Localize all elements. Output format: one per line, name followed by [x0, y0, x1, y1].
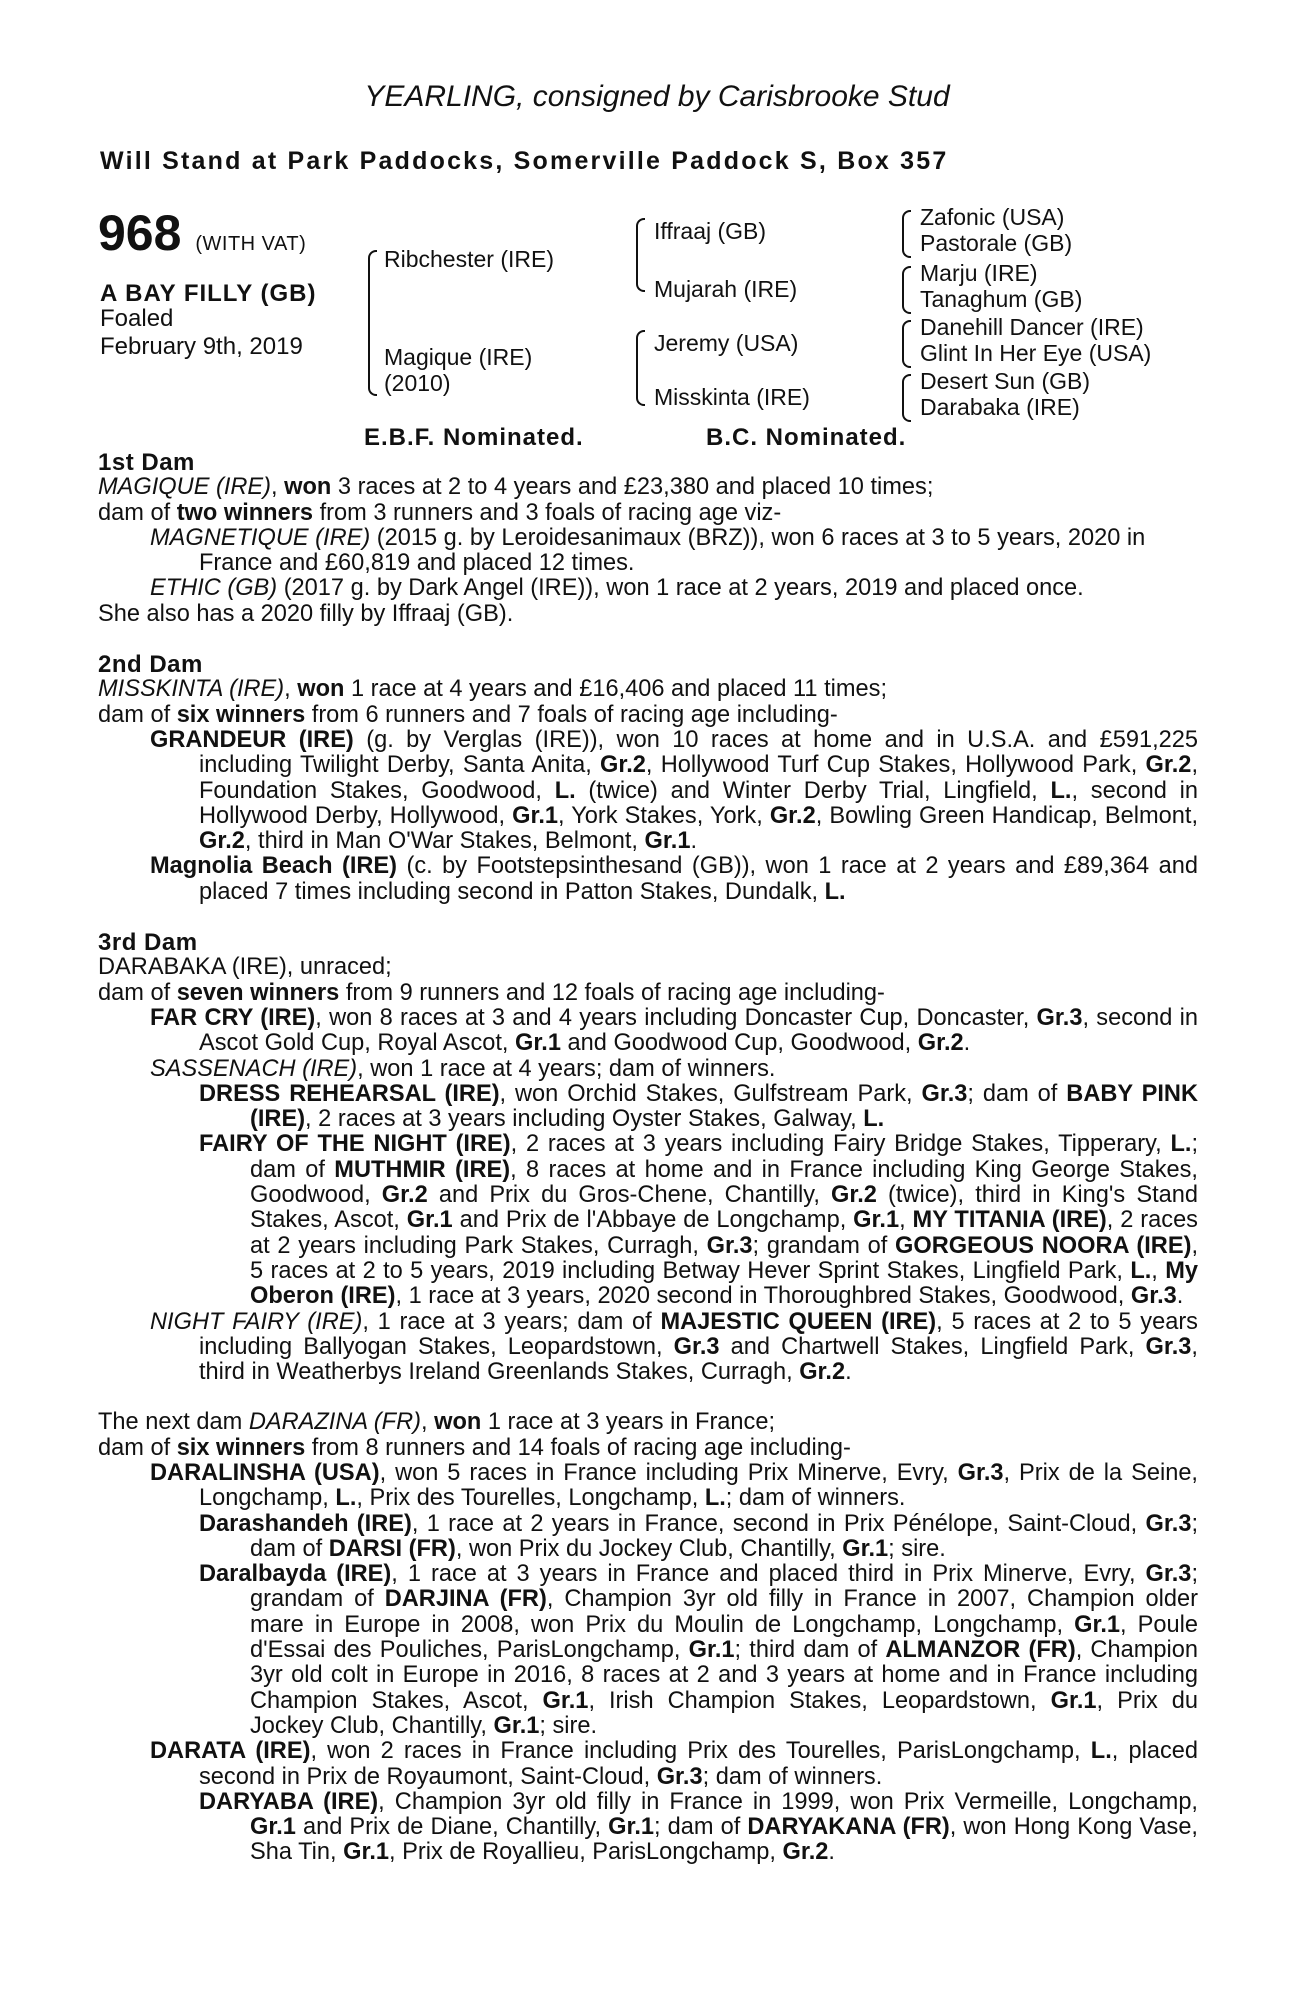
- horse-name: DRESS REHEARSAL (IRE): [199, 1080, 500, 1107]
- text: , won Hong Kong Vase, Sha Tin,: [250, 1814, 1198, 1866]
- produce-entry-magnolia-beach: [98, 854, 1198, 905]
- first-dam-heading: 1st Dam: [98, 449, 195, 476]
- grade: Gr.1: [512, 802, 559, 829]
- text: , Prix du Jockey Club, Chantilly,: [250, 1687, 1198, 1739]
- grade: Gr.3: [1036, 1004, 1083, 1031]
- grade: L.: [863, 1106, 885, 1133]
- text: , second in Ascot Gold Cup, Royal Ascot,: [199, 1004, 1198, 1057]
- grandsire-2: Marju (IRE): [920, 260, 1038, 286]
- horse-name: DARALINSHA (USA): [150, 1459, 380, 1486]
- grade: Gr.3: [921, 1080, 968, 1107]
- text: .: [828, 1839, 835, 1866]
- bracket-2: [902, 266, 911, 314]
- text: ,: [271, 474, 285, 501]
- text: , 1 race at 3 years, 2020 second in Thoroughbred Stakes, Goodwood,: [395, 1283, 1131, 1310]
- text: , Irish Champion Stakes, Leopardstown,: [588, 1687, 1051, 1714]
- text: , won Orchid Stakes, Gulfstream Park,: [499, 1080, 922, 1107]
- winner-count: seven winners: [176, 979, 340, 1006]
- first-dam-line: [98, 475, 1198, 500]
- text: and Prix de Diane, Chantilly,: [295, 1814, 609, 1841]
- produce-entry-darata: [98, 1739, 1198, 1790]
- third-dam-line: DARABAKA (IRE), unraced;: [98, 954, 392, 981]
- text: , 1 race at 3 years in France and placed third in Prix Minerve, Evry,: [391, 1561, 1146, 1588]
- text: .: [845, 1359, 852, 1386]
- horse-name: GORGEOUS NOORA (IRE): [895, 1232, 1192, 1259]
- grade: Gr.2: [831, 1182, 877, 1209]
- text: , 2 races at 2 years including Park Stakes, Curragh,: [250, 1207, 1198, 1259]
- sire-line-bracket: [636, 218, 645, 292]
- horse-name: FAIRY OF THE NIGHT (IRE): [199, 1131, 511, 1158]
- horse-name: Daralbayda (IRE): [199, 1561, 392, 1588]
- text: ; dam of: [967, 1080, 1067, 1107]
- grade: Gr.3: [1145, 1561, 1192, 1588]
- grade: L.: [335, 1485, 357, 1512]
- winner-count: two winners: [176, 499, 314, 526]
- next-dam-line: [98, 1410, 1198, 1435]
- text: dam of: [98, 499, 177, 526]
- text: , Champion 3yr old filly in France in 1999, won Prix Vermeille, Longchamp,: [378, 1788, 1198, 1815]
- text: ,: [420, 1409, 435, 1436]
- produce-entry-fairy-of-the-night: [98, 1132, 1198, 1309]
- grade: Gr.3: [673, 1333, 720, 1360]
- horse-name: DARYABA (IRE): [199, 1788, 379, 1815]
- text: , won 5 races in France including Prix Minerve, Evry,: [379, 1459, 958, 1486]
- grade: Gr.3: [706, 1232, 753, 1259]
- grade: L.: [554, 777, 576, 804]
- won-label: won: [284, 474, 332, 501]
- text: , won 2 races in France including Prix des Tourelles, ParisLongchamp,: [310, 1738, 1091, 1765]
- bracket-3: [902, 320, 911, 368]
- winner-count: six winners: [176, 1434, 306, 1461]
- grade: Gr.3: [1145, 1510, 1192, 1537]
- third-dam-produce-summary: [98, 981, 1198, 1006]
- text: , won Prix du Jockey Club, Chantilly,: [455, 1535, 843, 1562]
- horse-name: SASSENACH (IRE): [150, 1055, 358, 1082]
- grade: Gr.1: [842, 1535, 889, 1562]
- produce-entry-sassenach: [98, 1057, 1198, 1082]
- text: dam of: [98, 979, 177, 1006]
- horse-name: Magnolia Beach (IRE): [150, 853, 398, 880]
- horse-name: My Oberon (IRE): [250, 1257, 1198, 1310]
- dam-sire: Jeremy (USA): [654, 330, 799, 356]
- text: ; dam of: [250, 1510, 1199, 1562]
- text: ; dam of winners.: [725, 1485, 906, 1512]
- first-dam-name: MAGIQUE (IRE): [98, 474, 272, 501]
- text: from 9 runners and 12 foals of racing age including-: [339, 979, 885, 1006]
- horse-name: MUTHMIR (IRE): [334, 1156, 511, 1183]
- text: , Bowling Green Handicap, Belmont,: [815, 802, 1199, 829]
- grade: Gr.2: [199, 828, 245, 855]
- ebf-nominated: E.B.F. Nominated.: [364, 424, 584, 451]
- grandsire-3: Danehill Dancer (IRE): [920, 314, 1144, 340]
- won-label: won: [434, 1409, 482, 1436]
- produce-entry-ethic: [98, 576, 1198, 601]
- catalogue-body: [98, 450, 1198, 1866]
- grade: Gr.1: [608, 1814, 655, 1841]
- grade: Gr.3: [957, 1459, 1004, 1486]
- text: ,: [1151, 1257, 1166, 1284]
- produce-entry-daralbayda: [98, 1562, 1198, 1739]
- text: , Prix de la Seine, Longchamp,: [199, 1459, 1198, 1512]
- text: , 2 races at 3 years including Oyster Stakes, Galway,: [305, 1106, 864, 1133]
- text: , 8 races at home and in France including King George Stakes, Goodwood,: [250, 1156, 1198, 1209]
- text: , Prix de Royallieu, ParisLongchamp,: [389, 1839, 783, 1866]
- text: from 3 runners and 3 foals of racing age viz-: [313, 499, 782, 526]
- grade: Gr.1: [250, 1814, 296, 1841]
- text: , 1 race at 2 years in France, second in Prix Pénélope, Saint-Cloud,: [411, 1510, 1146, 1537]
- first-dam-section: [98, 450, 1198, 627]
- second-dam-line: [98, 677, 1198, 702]
- produce-entry-grandeur: [98, 728, 1198, 854]
- vat-note: (WITH VAT): [195, 233, 307, 255]
- produce-entry-daralinsha: [98, 1461, 1198, 1512]
- grade: Gr.2: [799, 1359, 846, 1386]
- text: and Chartwell Stakes, Lingfield Park,: [719, 1333, 1146, 1360]
- grade: L.: [1050, 777, 1072, 804]
- second-dam-section: [98, 652, 1198, 905]
- text: ; dam of: [654, 1814, 748, 1841]
- granddam-1: Pastorale (GB): [920, 230, 1073, 256]
- third-dam-heading: 3rd Dam: [98, 929, 198, 957]
- third-dam-section: [98, 930, 1198, 1385]
- next-dam-name: DARAZINA (FR): [248, 1409, 421, 1436]
- text: ; sire.: [888, 1535, 946, 1562]
- produce-entry-night-fairy: [98, 1310, 1198, 1386]
- grade: Gr.3: [1145, 1333, 1192, 1360]
- text: , 2 races at 3 years including Fairy Bridge Stakes, Tipperary,: [510, 1131, 1171, 1158]
- horse-name: DARJINA (FR): [384, 1586, 547, 1613]
- text: 1 race at 4 years and £16,406 and placed 11 times;: [344, 676, 888, 703]
- grade: Gr.1: [1074, 1611, 1121, 1638]
- text: The next dam: [98, 1409, 249, 1436]
- sire-sire: Iffraaj (GB): [654, 218, 767, 244]
- granddam-4: Darabaka (IRE): [920, 394, 1080, 420]
- grade: L.: [1170, 1131, 1192, 1158]
- text: , won 8 races at 3 and 4 years including Doncaster Cup, Doncaster,: [315, 1004, 1037, 1031]
- horse-description: A BAY FILLY (GB): [100, 280, 317, 307]
- text: (2017 g. by Dark Angel (IRE)), won 1 race at 2 years, 2019 and placed once.: [277, 575, 1084, 602]
- bracket-4: [902, 374, 911, 422]
- text: from 8 runners and 14 foals of racing age including-: [305, 1434, 851, 1461]
- text: , won 1 race at 4 years; dam of winners.: [357, 1055, 776, 1082]
- produce-entry-dress-rehearsal: [98, 1082, 1198, 1133]
- grade: Gr.2: [381, 1182, 428, 1209]
- grade: L.: [824, 878, 846, 905]
- text: ; sire.: [539, 1712, 598, 1739]
- grade: Gr.2: [769, 802, 816, 829]
- next-dam-produce-summary: [98, 1436, 1198, 1461]
- horse-name: GRANDEUR (IRE): [150, 726, 354, 753]
- text: (g. by Verglas (IRE)), won 10 races at home and in U.S.A. and £591,225 including Twilight Derby, Santa Anita,: [199, 726, 1198, 779]
- granddam-2: Tanaghum (GB): [920, 286, 1083, 312]
- horse-name: MAJESTIC QUEEN (IRE): [660, 1308, 937, 1335]
- second-dam-heading: 2nd Dam: [98, 651, 203, 679]
- horse-name: MY TITANIA (IRE): [912, 1207, 1107, 1234]
- grade: L.: [1130, 1257, 1152, 1284]
- text: , Hollywood Turf Cup Stakes, Hollywood Park,: [645, 752, 1146, 779]
- horse-name: DARATA (IRE): [150, 1738, 311, 1765]
- foaled-label: Foaled: [100, 305, 174, 332]
- horse-name: BABY PINK (IRE): [250, 1080, 1198, 1133]
- text: 3 races at 2 to 4 years and £23,380 and placed 10 times;: [331, 474, 934, 501]
- grade: L.: [704, 1485, 726, 1512]
- grade: Gr.1: [493, 1712, 540, 1739]
- horse-name: ALMANZOR (FR): [885, 1637, 1076, 1664]
- text: , 5 races at 2 to 5 years including Ballyogan Stakes, Leopardstown,: [199, 1308, 1198, 1360]
- grade: Gr.1: [644, 828, 691, 855]
- next-dam-section: [98, 1410, 1198, 1865]
- text: dam of: [98, 701, 177, 728]
- text: and Goodwood Cup, Goodwood,: [560, 1030, 918, 1057]
- grade: Gr.3: [656, 1763, 703, 1790]
- text: , 1 race at 3 years; dam of: [362, 1308, 661, 1335]
- text: .: [690, 828, 698, 855]
- horse-name: DARYAKANA (FR): [747, 1814, 950, 1841]
- second-dam-produce-summary: [98, 703, 1198, 728]
- grade: Gr.1: [853, 1207, 900, 1234]
- grandsire-4: Desert Sun (GB): [920, 368, 1090, 394]
- horse-name: ETHIC (GB): [150, 575, 278, 602]
- grandsire-1: Zafonic (USA): [920, 204, 1065, 230]
- text: .: [963, 1030, 971, 1057]
- dam: Magique (IRE): [384, 344, 533, 370]
- text: (2015 g. by Leroidesanimaux (BRZ)), won 6 races at 3 to 5 years, 2020 in France and £60,819 and placed 12 times.: [199, 524, 1146, 577]
- bc-nominated: B.C. Nominated.: [706, 424, 907, 451]
- lot-number-value: 968: [98, 205, 182, 261]
- dam-dam: Misskinta (IRE): [654, 384, 810, 410]
- text: , Champion 3yr old filly in France in 2007, Champion older mare in Europe in 2008, won Prix du Moulin de Longchamp, Longchamp,: [250, 1586, 1198, 1638]
- bracket-1: [902, 210, 911, 258]
- grade: Gr.1: [343, 1839, 390, 1866]
- text: , second in Hollywood Derby, Hollywood,: [199, 777, 1198, 829]
- text: , placed second in Prix de Royaumont, Saint-Cloud,: [199, 1738, 1199, 1790]
- lot-number: [98, 205, 307, 269]
- produce-entry-far-cry: [98, 1006, 1198, 1057]
- text: ; third dam of: [734, 1637, 886, 1664]
- text: ; grandam of: [250, 1561, 1198, 1613]
- text: , York Stakes, York,: [558, 802, 770, 829]
- text: , Champion 3yr old colt in Europe in 2016, 8 races at 2 and 3 years at home and in France including Champion Stakes, Ascot,: [250, 1637, 1198, 1714]
- text: , third in Weatherbys Ireland Greenlands Stakes, Curragh,: [199, 1333, 1198, 1386]
- sire: Ribchester (IRE): [384, 246, 554, 272]
- granddam-3: Glint In Her Eye (USA): [920, 340, 1152, 366]
- text: , Poule d'Essai des Pouliches, ParisLongchamp,: [250, 1611, 1198, 1664]
- text: , third in Man O'War Stakes, Belmont,: [244, 828, 645, 855]
- grade: Gr.2: [600, 752, 646, 779]
- text: .: [1176, 1283, 1184, 1310]
- text: , Foundation Stakes, Goodwood,: [199, 752, 1198, 804]
- text: ,: [284, 676, 298, 703]
- horse-name: DARSI (FR): [328, 1535, 456, 1562]
- grade: Gr.1: [406, 1207, 453, 1234]
- text: ; grandam of: [752, 1232, 896, 1259]
- horse-name: NIGHT FAIRY (IRE): [150, 1308, 363, 1335]
- second-dam-name: MISSKINTA (IRE): [98, 676, 285, 703]
- text: and Prix de l'Abbaye de Longchamp,: [452, 1207, 854, 1234]
- text: , 5 races at 2 to 5 years, 2019 including Betway Hever Sprint Stakes, Lingfield Park,: [250, 1232, 1198, 1284]
- text: , Prix des Tourelles, Longchamp,: [356, 1485, 705, 1512]
- stand-location: Will Stand at Park Paddocks, Somerville Paddock S, Box 357: [100, 147, 949, 175]
- winner-count: six winners: [176, 701, 306, 728]
- grade: Gr.2: [782, 1839, 829, 1866]
- text: from 6 runners and 7 foals of racing age including-: [305, 701, 838, 728]
- grade: Gr.1: [515, 1030, 561, 1057]
- catalogue-heading: YEARLING, consigned by Carisbrooke Stud: [364, 80, 950, 113]
- sire-dam: Mujarah (IRE): [654, 276, 798, 302]
- produce-entry-darashandeh: [98, 1512, 1198, 1563]
- grade: Gr.1: [688, 1637, 735, 1664]
- horse-name: FAR CRY (IRE): [150, 1004, 316, 1031]
- grade: Gr.2: [1145, 752, 1192, 779]
- produce-entry-daryaba: [98, 1790, 1198, 1866]
- text: 1 race at 3 years in France;: [481, 1409, 776, 1436]
- produce-entry-magnetique: [98, 526, 1198, 577]
- text: dam of: [98, 1434, 177, 1461]
- grade: Gr.2: [917, 1030, 964, 1057]
- text: (twice), third in King's Stand Stakes, Ascot,: [250, 1182, 1198, 1234]
- grade: Gr.1: [1050, 1687, 1097, 1714]
- grade: L.: [1090, 1738, 1112, 1765]
- grade: Gr.3: [1130, 1283, 1177, 1310]
- grade: Gr.1: [542, 1687, 589, 1714]
- first-dam-note: She also has a 2020 filly by Iffraaj (GB).: [98, 600, 514, 627]
- horse-name: MAGNETIQUE (IRE): [150, 524, 371, 551]
- text: (twice) and Winter Derby Trial, Lingfield,: [575, 777, 1051, 804]
- pedigree-bracket: [368, 250, 377, 396]
- horse-name: Darashandeh (IRE): [199, 1510, 412, 1537]
- dam-year: (2010): [384, 370, 451, 396]
- foaled-date: February 9th, 2019: [100, 333, 303, 360]
- text: (c. by Footstepsinthesand (GB)), won 1 race at 2 years and £89,364 and placed 7 times including second in Patton Stakes, Dundalk,: [199, 853, 1198, 905]
- first-dam-produce-summary: [98, 501, 1198, 526]
- text: ; dam of winners.: [702, 1763, 883, 1790]
- text: ,: [899, 1207, 913, 1234]
- dam-line-bracket: [636, 330, 645, 406]
- text: and Prix du Gros-Chene, Chantilly,: [427, 1182, 832, 1209]
- text: ; dam of: [250, 1131, 1198, 1183]
- won-label: won: [297, 676, 345, 703]
